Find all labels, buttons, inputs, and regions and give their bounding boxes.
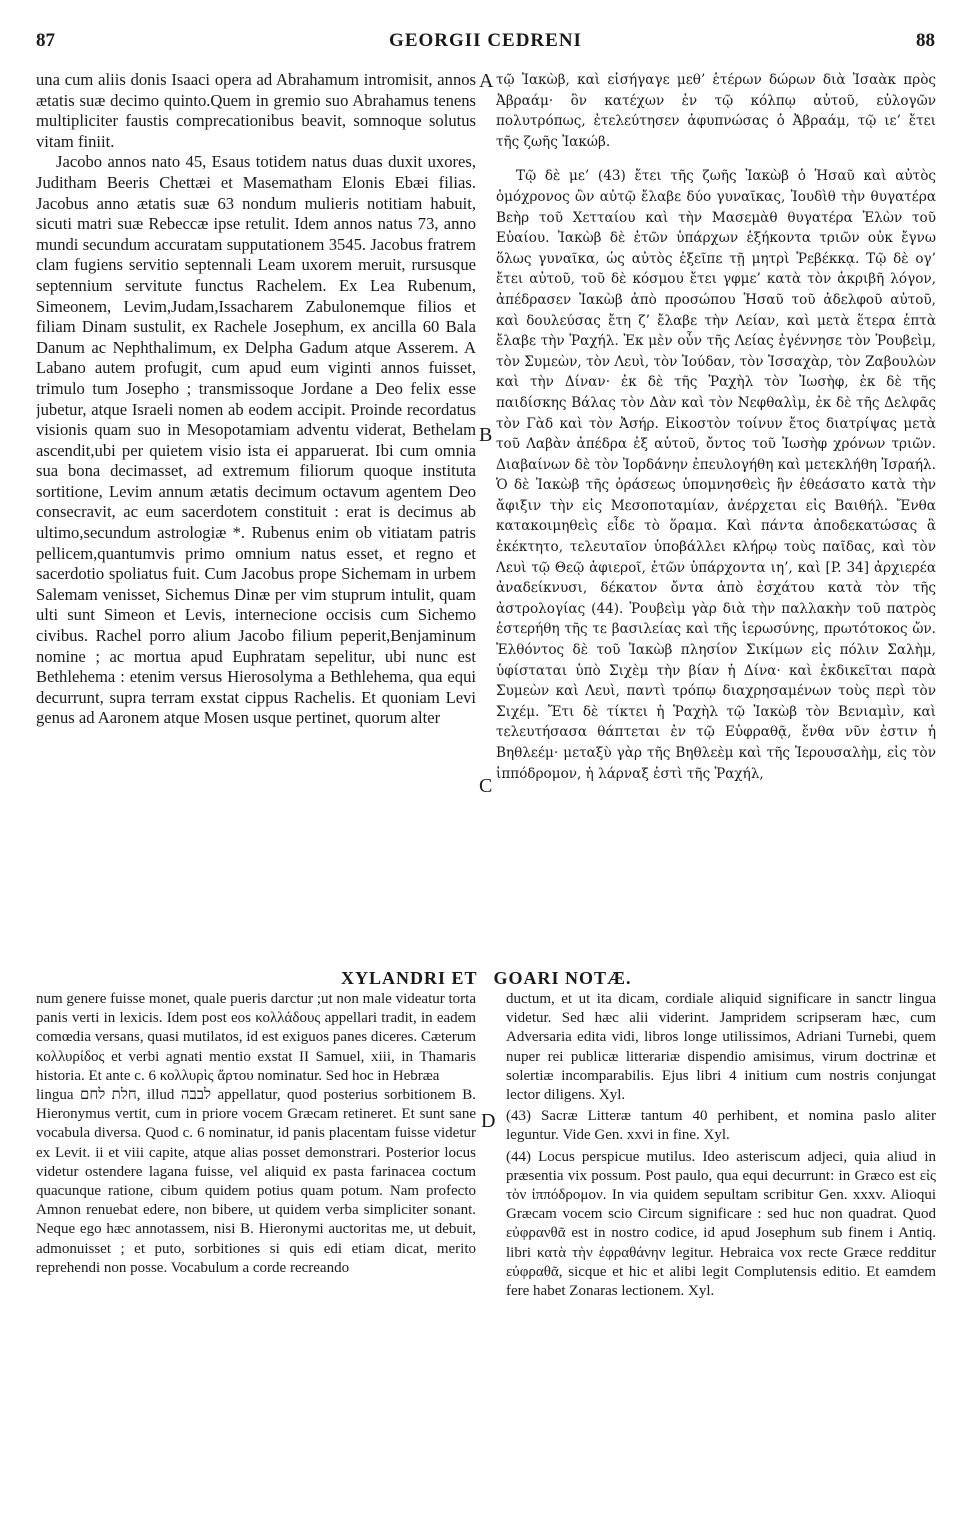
note-43: (43) Sacræ Litteræ tantum 40 perhibent, et nomina paslo aliter leguntur. Vide Gen. xxvi in fine. Xyl. (506, 1108, 936, 1144)
note-left-paragraph-2: lingua חלת לחם, illud לבבה appellatur, quod posterius sorbitionem B. Hieronymus vertit, cum in priore vocem Græcam retineret. Et sunt sane vocabula diversa. Quod c. 6 nominatur, id panis placentam fuisse videtur ex Levit. ii et viii capite, atque alias posset demonstrari. Posterior locus videtur ostendere laganа fuisse, vel aliquid ex pasta farinacea coctum quacunque ratione, cibum quidem potius quam potum. Nam profecto Amnon renuebat edere, non bibere, ut quidem verba simpliciter sonant. Neque ego hæc annotassem, nisi B. Hieronymi auctoritas me, ut debuit, admonuisset ; et puto, sorbitiones si quis edi etiam dicat, merito reprehendi non posse. Vocabulum a corde recreando (36, 1087, 476, 1276)
latin-paragraph-1: una cum aliis donis Isaaci opera ad Abrahamum intromisit, annos ætatis suæ decimo quinto.Quem in gremio suo Abrahamus tenens multipliciter faustis comprecationibus beavit, somnoque solutus vitam finiit. (36, 70, 476, 151)
latin-column (36, 70, 476, 1015)
latin-paragraph-2: Jacobo annos nato 45, Esaus totidem natus duas duxit uxores, Juditham Beeris Chettæi et Masematham Elonis Ebæi filias. Jacobus anno ætatis suæ 63 nondum mulieris notitiam habuit, sicuti matri suæ Rebeccæ ipse retulit. Idem annos natus 73, anno mundi secundum accuratam supputationem 3545. Jacobus fratrem clam fugiens servitio septennali Leam uxorem meruit, rursusque septennium servitute functus Rachelem. Ex Lea Rubenum, Simeonem, Levim,Judam,Issacharem Zabulonemque filios et filiam Dinam sustulit, ex Rachele Josephum, ex ancilla 60 Bala Danum ac Nephthalimum, ex Delpha Gadum atque Asserem. A Labano autem profugit, cum apud eum viginti annos fuisset, trimulo tum Josepho ; transmissoque Jordane a Deo felix esse jubetur, atque Israeli nomen ab eodem accipit. Proinde recordatus visionis quam suo in Mesopotamiam adventu viderat, Bethelam ascendit,ubi per quietem visio ista ei apparuerat. Ibi cum omnia sua bona decimasset, ad extremum filiorum quoque instituta sortitione, Levim annum ætatis decimum octavum agentem Deo consecravit, ac eum sacerdotem constituit : erat is decimus ab ultimo,secundum astrologiæ *. Rubenus enim ob vitiatam patris pellicem,quantumvis primo omnium natus esset, et regno et sacerdotio spoliatus fuit. Cum Jacobus prope Sichemam in urbem Salemam venisset, Sichemus Dinæ per vim stuprum intulit, quam ulti sunt Simeon et Levis, internecione occisis cum Sichemo civibus. Rachel porro alium Jacobo filium peperit,Benjaminum nomine ; ac mortua apud Euphratam sepelitur, ubi nunc est Bethlehema : etenim versus Hierosolyma a Bethlehema, qua equi decurrunt, supra terram exstat cippus Rachelis. Et quoniam Levi genus ad Aaronem atque Mosen usque pertinet, quorum alter (36, 152, 476, 728)
note-44: (44) Locus perspicue mutilus. Ideo asteriscum adjeci, quia aliud in præsentia vix possum. Post paulo, qua equi decurrunt: in Græco est εἰς τὸν ἱππόδρομον. In via quidem sepultam scribitur Gen. xxxv. Alioqui Græcam vocem scio Circum significare : sed huc non quadrat. Quod εὐφρανθᾶ est in nostro codice, id apud Josephum sub finem i Antiq. libri κατὰ τὴν ἐφραθάνην legitur. Hebraica vox recte Græce redditur εὐφραθᾶ, sicque et hic et alibi legit Complutensis editio. Et eamdem fere habet Zonaras lectionem. Xyl. (506, 1148, 936, 1300)
greek-paragraph-2: Τῷ δὲ με’ (43) ἔτει τῆς ζωῆς Ἰακὼβ ὁ Ἡσαῦ καὶ αὐτὸς ὁμόχρονος ὢν αὐτῷ ἔλαβε δύο γυναῖκας, Ἰουδὶθ τὴν θυγατέρα Βεὴρ τοῦ Χετταίου καὶ τὴν Μασεμὰθ θυγατέρα Ἐλὼν τοῦ Εὐαίου. Ἰακὼβ δὲ ἐτῶν ὑπάρχων ἑξήκοντα τριῶν οὐκ ἔγνω ὅλως γυναῖκα, ὡς αὐτὸς ἐξεῖπε τῇ μητρὶ Ῥεβέκκᾳ. Τῷ δὲ ογ’ ἔτει αὐτοῦ, τοῦ δὲ κόσμου ἔτει γφμε’ κατὰ τὸν ἀκριβῆ λόγον, ἀπέδρασεν Ἰακὼβ ἀπὸ προσώπου Ἡσαῦ τοῦ ἀδελφοῦ αὐτοῦ, καὶ δουλεύσας ἔτη ζ’ ἔλαβε τὴν Λείαν, καὶ μετὰ ἕτερα ἑπτὰ ἔλαβε τὴν Ῥαχήλ. Ἐκ μὲν οὖν τῆς Λείας ἐγέννησε τὸν Ῥουβεὶμ, τὸν Συμεὼν, τὸν Λευὶ, τὸν Ἰούδαν, τὸν Ἰσσαχὰρ, τὸν Ζαβουλὼν καὶ τὴν Δίναν· ἐκ δὲ τῆς Ῥαχὴλ τὸν Ἰωσὴφ, ἐκ δὲ τῆς παιδίσκης Βάλας τὸν Δὰν καὶ τὸν Νεφθαλὶμ, ἐκ δὲ τῆς Δελφᾶς τὸν Γὰδ καὶ τὸν Ἀσήρ. Εἰκοστὸν τοίνυν ἔτος διατρίψας μετὰ τοῦ Λαβὰν ἀπέδρα ἐξ αὐτοῦ, ὄντος τοῦ Ἰωσὴφ χρόνων τριῶν. Διαβαίνων δὲ τὸν Ἰορδάνην ἐπευλογήθη καὶ μετεκλήθη Ἰσραήλ. Ὁ δὲ Ἰακὼβ τῆς ὁράσεως ὑπομνησθεὶς ἣν ἐθεάσατο κατὰ τὴν ἄφιξιν τὴν εἰς Μεσοποταμίαν, ἀνέρχεται εἰς Βαιθήλ. Ἔνθα κατακοιμηθεὶς εἶδε τὸ ὅραμα. Καὶ πάντα ἀποδεκατώσας ἃ ἐκέκτητο, τελευταῖον ὑποβάλλει κλήρῳ τοὺς παῖδας, καὶ τὸν Λευὶ τῷ Θεῷ ἀφιεροῖ, ἐτῶν ὑπάρχοντα ιη’, καὶ [P. 34] ἀρχιερέα ἀναδείκνυσι, δέκατον ὄντα ἀπὸ ἐσχάτου κατὰ τὸν τῆς ἀστρολογίας (44). Ῥουβεὶμ γὰρ διὰ τὴν παλλακὴν τοῦ πατρὸς ἐστερήθη τῆς τε βασιλείας καὶ τῆς ἱερωσύνης, πρωτότοκος ὤν. Ἐλθόντος δὲ τοῦ Ἰακὼβ πλησίον Σικίμων εἰς πόλιν Σαλὴμ, ὑφίσταται ὑπὸ Σιχὲμ τὴν βίαν ἡ Δίνα· καὶ ἐκδικεῖται παρὰ Συμεὼν καὶ Λευὶ, παντὶ τρόπῳ διαχρησαμένων τοὺς περὶ τὸν Σιχέμ. Ἔτι δὲ τίκτει ἡ Ῥαχὴλ τῷ Ἰακὼβ τὸν Βενιαμὶν, καὶ τελευτήσασα θάπτεται ἐν τῷ Εὐφραθᾷ, ἔνθα νῦν ἐστιν ἡ Βηθλεέμ· μεταξὺ γὰρ τῆς Βηθλεὲμ καὶ τῆς Ἱερουσαλὴμ, εἰς τὸν ἱππόδρομον, ἡ λάρναξ ἐστὶ τῆς Ῥαχήλ, (496, 168, 936, 782)
running-title: GEORGII CEDRENI (389, 30, 582, 51)
paragraph-gap (496, 152, 936, 166)
notes-right-column (506, 990, 936, 1510)
note-right-paragraph-1: ductum, et ut ita dicam, cordiale aliquid significare in sanctr lingua videtur. Sed hæc alii viderint. Jampridem scripseram hæc, cum Adversaria edita vidi, libros longe utilissimos, Adriani Turnebi, quem nuper rei publicæ litterariæ dispendio amisimus, virum doctrinæ et solertiæ incomparabilis. Ejus libri 4 initium cum nostris conjungat lector diligens. Xyl. (506, 991, 936, 1104)
notes-heading (36, 968, 935, 992)
notes-heading-right: GOARI NOTÆ. (493, 968, 632, 988)
page-header (36, 30, 935, 60)
margin-letter-b: B (479, 424, 493, 446)
margin-letter-c: C (479, 775, 493, 797)
greek-paragraph-1: τῷ Ἰακὼβ, καὶ εἰσήγαγε μεθ’ ἑτέρων δώρων διὰ Ἰσαὰκ πρὸς Ἀβραάμ· ὃν κατέχων ἐν τῷ κόλπῳ αὐτοῦ, εὐλογῶν πολυτρόπως, ἐτελεύτησεν ἀφυπνώσας ὁ Ἀβραάμ, τῷ ιε’ ἔτει τῆς ζωῆς Ἰακώβ. (496, 72, 936, 150)
greek-column (496, 70, 936, 965)
margin-letter-d: D (481, 1110, 496, 1132)
page-number-right: 88 (916, 30, 935, 51)
note-left-paragraph-1: num genere fuisse monet, quale pueris darctur ;ut non male videatur torta panis verti in lexicis. Idem post eos κολλάδους appellari tradit, in eadem comœdia versans, quasi mutilatos, id est exiguos panes diceres. Cæterum κολλυρίδος et verbi agnati mentio exstat II Samuel, xiii, in Thamaris historia. Et ante c. 6 κολλυρὶς ἄρτου nominatur. Sed hoc in Hebræa (36, 991, 476, 1084)
page-number-left: 87 (36, 30, 55, 51)
margin-letter-a: A (479, 70, 494, 92)
notes-heading-left: XYLANDRI ET (340, 968, 478, 988)
notes-left-column (36, 990, 476, 1510)
